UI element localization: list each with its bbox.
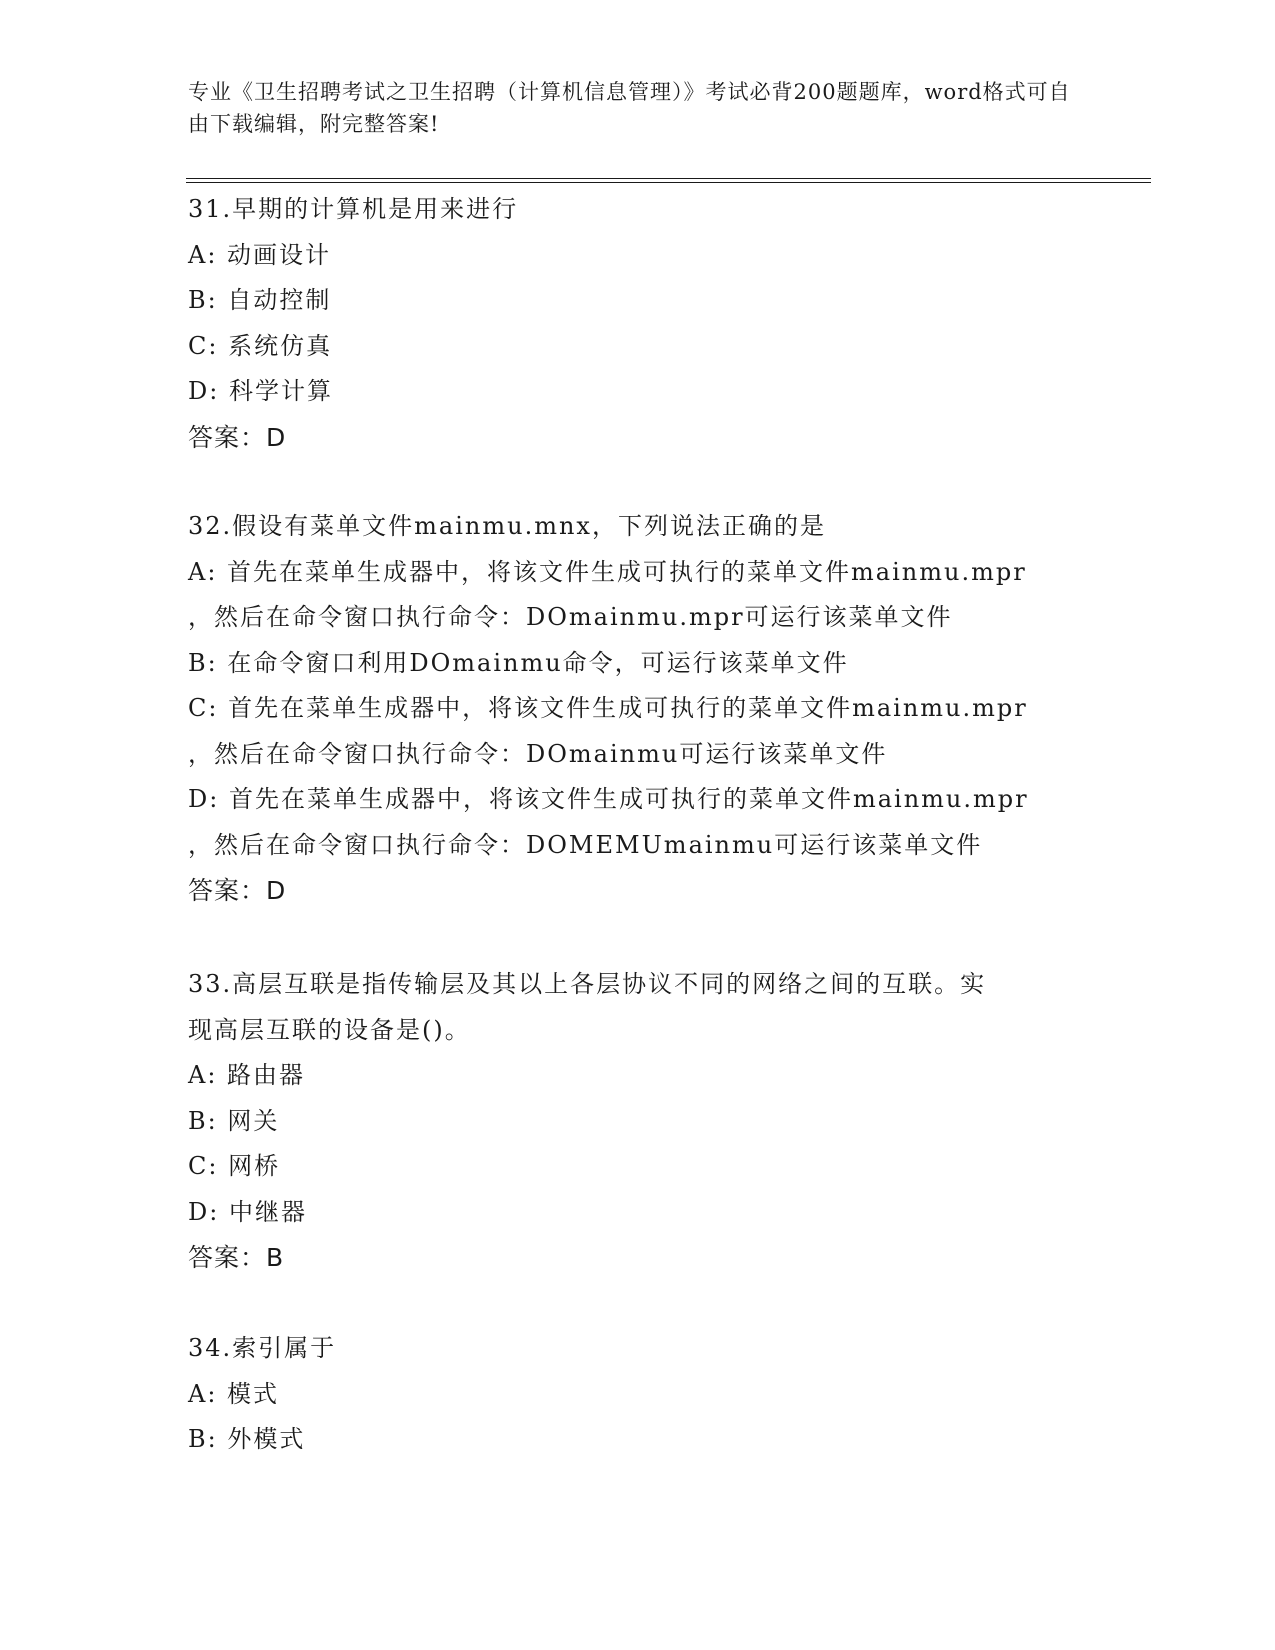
header-divider-bottom: [186, 182, 1151, 183]
question-stem: 31.早期的计算机是用来进行: [188, 195, 519, 223]
option-a: A: 首先在菜单生成器中，将该文件生成可执行的菜单文件mainmu.mpr: [188, 557, 1027, 586]
answer-label: 答案：D: [188, 876, 287, 905]
option-b: B: 在命令窗口利用DOmainmu命令，可运行该菜单文件: [188, 648, 849, 677]
question-stem-continued: 现高层互联的设备是()。: [188, 1015, 471, 1044]
document-header: 专业《卫生招聘考试之卫生招聘（计算机信息管理）》考试必背200题题库，word格式可自由下载编辑，附完整答案!: [188, 80, 1071, 136]
question-32: [188, 504, 1088, 914]
question-34: [188, 1326, 1088, 1463]
question-stem: 32.假设有菜单文件mainmu.mnx，下列说法正确的是: [188, 512, 826, 540]
question-33: [188, 962, 1088, 1281]
option-c-continued: ，然后在命令窗口执行命令：DOmainmu可运行该菜单文件: [188, 739, 888, 768]
question-stem: 33.高层互联是指传输层及其以上各层协议不同的网络之间的互联。实: [188, 970, 987, 998]
option-a-continued: ，然后在命令窗口执行命令：DOmainmu.mpr可运行该菜单文件: [188, 603, 953, 631]
option-b: B: 外模式: [188, 1425, 306, 1453]
option-b: B: 自动控制: [188, 286, 332, 314]
option-d: D: 首先在菜单生成器中，将该文件生成可执行的菜单文件mainmu.mpr: [188, 785, 1029, 813]
option-d-continued: ，然后在命令窗口执行命令：DOMEMUmainmu可运行该菜单文件: [188, 830, 983, 859]
option-b: B: 网关: [188, 1106, 280, 1135]
answer-label: 答案：D: [188, 422, 287, 452]
answer-label: 答案：B: [188, 1243, 285, 1272]
option-d: D: 中继器: [188, 1197, 307, 1226]
option-a: A: 路由器: [188, 1061, 306, 1089]
option-c: C: 网桥: [188, 1152, 281, 1180]
option-a: A: 动画设计: [188, 240, 332, 269]
option-c: C: 系统仿真: [188, 331, 333, 360]
question-stem: 34.索引属于: [188, 1334, 337, 1362]
option-d: D: 科学计算: [188, 377, 333, 405]
option-c: C: 首先在菜单生成器中，将该文件生成可执行的菜单文件mainmu.mpr: [188, 694, 1028, 722]
option-a: A: 模式: [188, 1379, 280, 1408]
question-31: [188, 187, 1088, 460]
header-divider-top: [186, 178, 1151, 179]
